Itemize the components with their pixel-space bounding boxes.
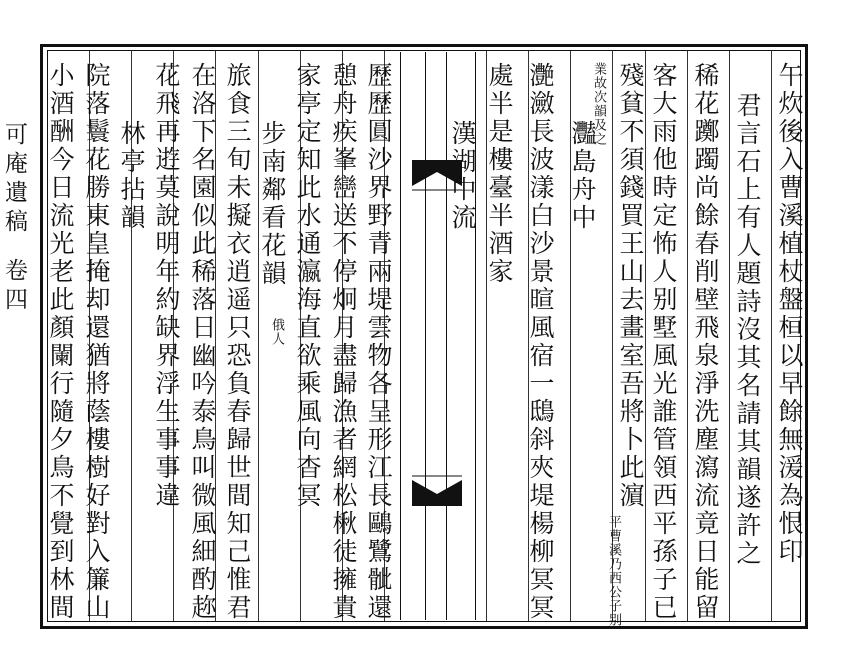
text-column: 小酒酬今日流光老此顏闌行隨夕鳥不覺到林間: [46, 62, 75, 622]
annotation-note: 俄人: [269, 318, 284, 346]
column-rule: [771, 51, 772, 621]
column-rule: [173, 51, 174, 621]
column-rule: [528, 51, 529, 621]
text-column: 稀花躑躅尚餘春削壁飛泉淨洗塵瀉流竟日能留: [691, 62, 720, 622]
center-fold-stripe: [425, 52, 447, 620]
annotation-note: 業故次韻及之: [591, 62, 606, 146]
fish-tail-bottom-icon: [412, 466, 462, 506]
text-column: 君言石上有人題詩沒其名請其韻遂許之: [733, 92, 762, 568]
margin-volume: 卷四: [1, 258, 27, 316]
text-column: 憩舟疾峯巒送不停炯月盡歸漁者網松楸徒擁貴: [329, 62, 358, 622]
margin-title: 可庵遺稿: [1, 122, 27, 238]
fish-tail-top-icon: [412, 160, 462, 200]
column-rule: [258, 51, 259, 621]
text-column: 院落鬟花勝東皇掩却還猶將蔭樓樹好對入簾山: [82, 62, 111, 622]
column-rule: [687, 51, 688, 621]
column-rule: [486, 51, 487, 621]
poem-title: 步南鄰看花韻: [258, 120, 287, 288]
column-rule: [300, 51, 301, 621]
text-column: 旅食三旬未擬衣逍遥只恐負春歸世間知己惟君: [223, 62, 252, 622]
column-rule: [729, 51, 730, 621]
text-column: 客大雨他時定怖人别墅風光誰管領西平孫子已: [649, 62, 678, 622]
text-column: 午炊後入曹溪植杖盤桓以早餘無湲為恨印: [775, 62, 804, 566]
column-rule: [384, 51, 385, 621]
column-rule: [215, 51, 216, 621]
column-rule: [645, 51, 646, 621]
poem-title: 灩島舟中: [568, 120, 597, 232]
poem-title: 林亭拈韻: [117, 120, 146, 232]
column-rule: [131, 51, 132, 621]
column-rule: [612, 51, 613, 621]
column-rule: [570, 51, 571, 621]
column-rule: [342, 51, 343, 621]
text-column: 在洛下名園似此稀落日幽吟泰鳥叫微風細酌趂: [188, 62, 217, 622]
text-column: 歷歷圓沙界野青兩堤雲物各呈形江長鷗鷺骴還: [364, 62, 393, 622]
text-column: 處半是樓臺半酒家: [485, 62, 514, 286]
column-rule: [89, 51, 90, 621]
text-column: 灔瀲長波漾白沙景暄風宿一鴟斜夾堤楊柳冥冥: [526, 62, 555, 622]
text-column: 家亭定知此水通瀛海直欲乘風向杳冥: [293, 62, 322, 510]
text-column: 殘貧不須錢買王山去畫室吾將卜此濵: [616, 62, 645, 510]
text-column: 花飛再逰莫說明年約缺界浮生事事違: [152, 62, 181, 510]
poem-title: 漢湖中流: [448, 120, 477, 232]
annotation-note: 平曹溪乃西公子别: [606, 515, 621, 627]
